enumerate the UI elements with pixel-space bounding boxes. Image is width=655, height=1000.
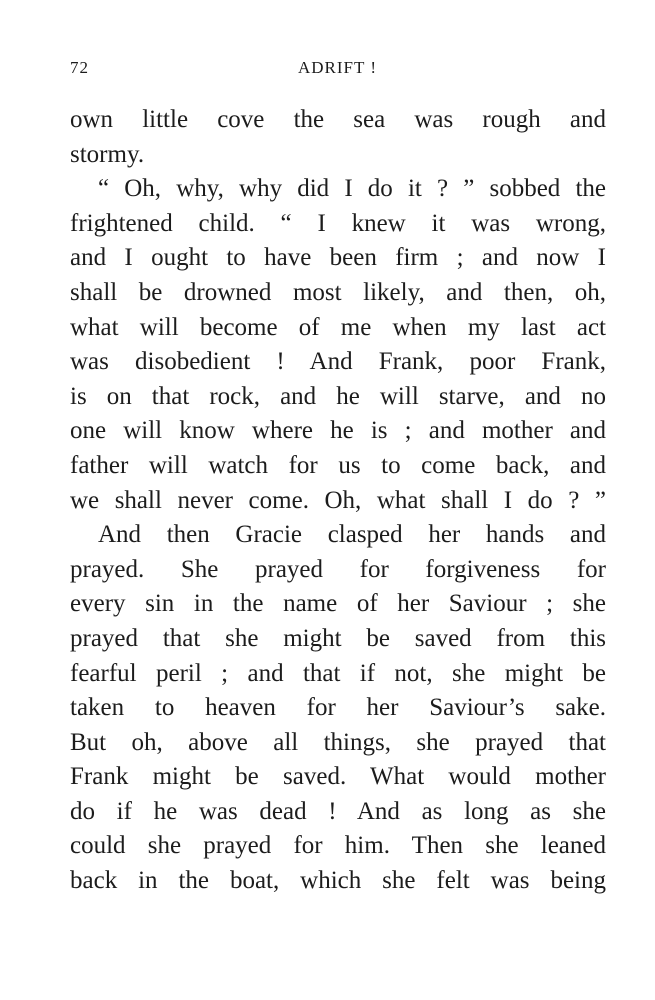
text-line: and I ought to have been firm ; and now I (70, 244, 606, 272)
text-line: shall be drowned most likely, and then, oh, (70, 278, 606, 306)
text-line: every sin in the name of her Saviour ; she (70, 590, 606, 618)
text-line: prayed that she might be saved from this (70, 624, 606, 652)
text-line: father will watch for us to come back, and (70, 451, 606, 479)
body-text (70, 103, 606, 899)
running-title: ADRIFT ! (298, 58, 377, 77)
text-line: prayed. She prayed for forgiveness for (70, 555, 606, 583)
text-line: frightened child. “ I knew it was wrong, (70, 209, 606, 237)
text-line: do if he was dead ! And as long as she (70, 797, 606, 825)
text-line: But oh, above all things, she prayed that (70, 728, 606, 756)
text-line: And then Gracie clasped her hands and (98, 521, 606, 549)
text-line: “ Oh, why, why did I do it ? ” sobbed the (98, 175, 606, 203)
text-line: own little cove the sea was rough and (70, 106, 606, 133)
text-line: was disobedient ! And Frank, poor Frank, (70, 348, 606, 376)
text-line: is on that rock, and he will starve, and no (70, 382, 606, 410)
text-line: fearful peril ; and that if not, she might be (70, 659, 606, 687)
text-line: one will know where he is ; and mother and (70, 417, 606, 445)
text-line: stormy. (70, 140, 145, 168)
text-line: could she prayed for him. Then she leaned (70, 832, 606, 860)
running-head (70, 58, 605, 84)
text-line: taken to heaven for her Saviour’s sake. (70, 694, 606, 722)
page-number: 72 (70, 58, 89, 77)
text-line: we shall never come. Oh, what shall I do ? ” (70, 486, 606, 514)
text-line: Frank might be saved. What would mother (70, 763, 606, 791)
text-line: back in the boat, which she felt was being (70, 867, 606, 895)
text-line: what will become of me when my last act (70, 313, 606, 341)
